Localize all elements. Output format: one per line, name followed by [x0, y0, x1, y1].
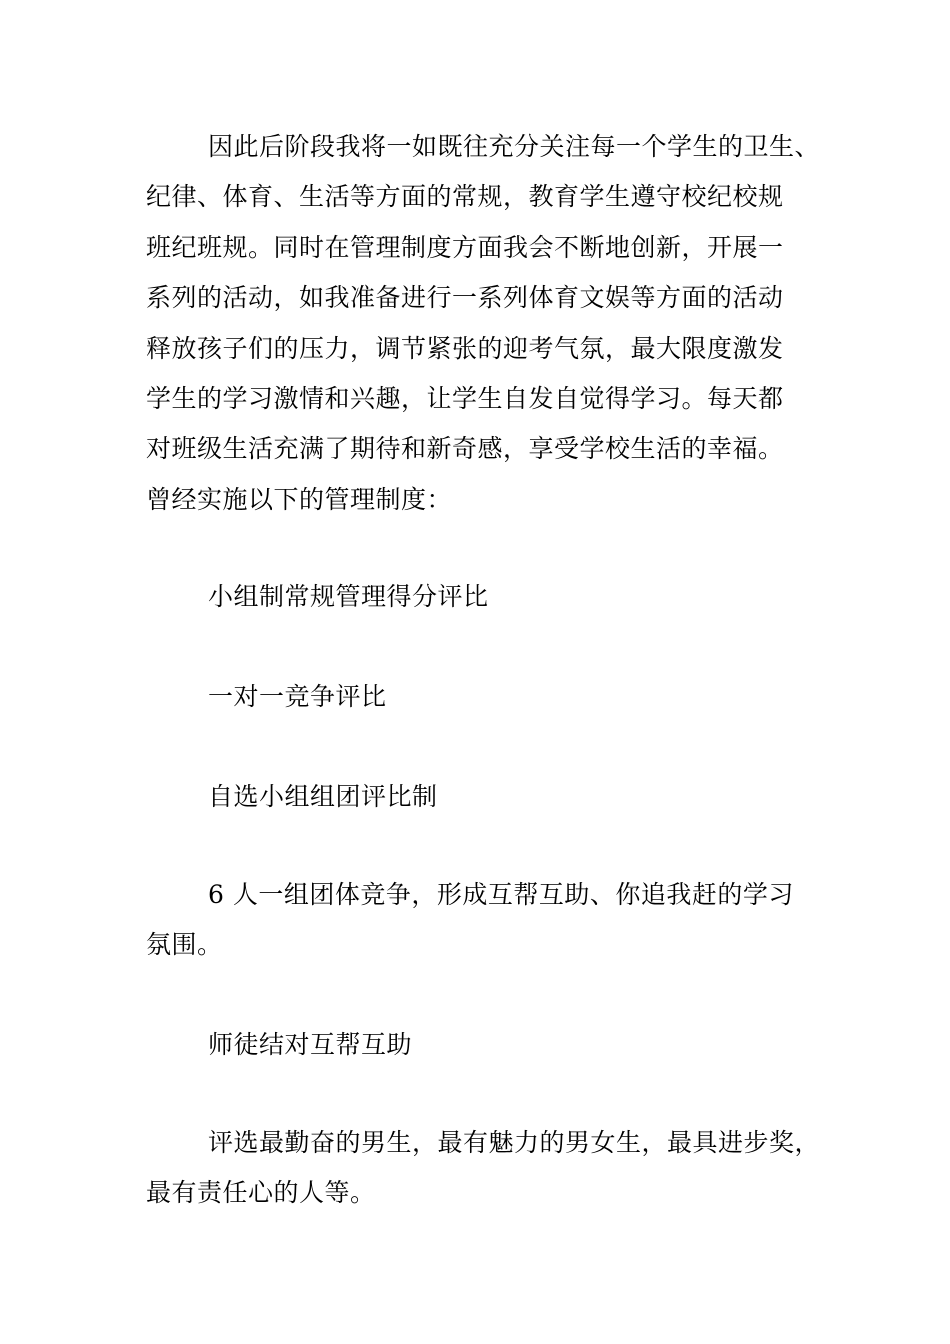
paragraph-3: [146, 672, 826, 722]
paragraph-line: 释放孩子们的压力，调节紧张的迎考气氛，最大限度激发: [146, 333, 784, 363]
paragraph-line: 评选最勤奋的男生，最有魅力的男女生，最具进步奖，: [208, 1128, 821, 1157]
paragraph-line: 纪律、体育、生活等方面的常规，教育学生遵守校纪校规: [146, 182, 784, 212]
paragraph-line: 最有责任心的人等。: [146, 1178, 376, 1208]
paragraph-line: 氛围。: [146, 930, 223, 960]
paragraph-line: 因此后阶段我将一如既往充分关注每一个学生的卫生、: [208, 132, 821, 161]
paragraph-line: 系列的活动，如我准备进行一系列体育文娱等方面的活动: [146, 283, 784, 313]
paragraph-1: [146, 122, 826, 525]
paragraph-line: 班纪班规。同时在管理制度方面我会不断地创新，开展一: [146, 232, 784, 262]
paragraph-7: [146, 1118, 826, 1219]
paragraph-line: 自选小组组团评比制: [208, 782, 438, 811]
paragraph-line: 6 人一组团体竞争，形成互帮互助、你追我赶的学习: [208, 880, 794, 909]
paragraph-line: 一对一竞争评比: [208, 682, 387, 711]
paragraph-4: [146, 772, 826, 822]
paragraph-line: 小组制常规管理得分评比: [208, 582, 489, 611]
paragraph-line: 曾经实施以下的管理制度：: [146, 484, 453, 514]
paragraph-line: 学生的学习激情和兴趣，让学生自发自觉得学习。每天都: [146, 384, 784, 414]
paragraph-2: [146, 572, 826, 622]
paragraph-line: 师徒结对互帮互助: [208, 1030, 413, 1059]
paragraph-5: [146, 870, 826, 971]
paragraph-6: [146, 1020, 826, 1070]
paragraph-line: 对班级生活充满了期待和新奇感，享受学校生活的幸福。: [146, 434, 784, 464]
